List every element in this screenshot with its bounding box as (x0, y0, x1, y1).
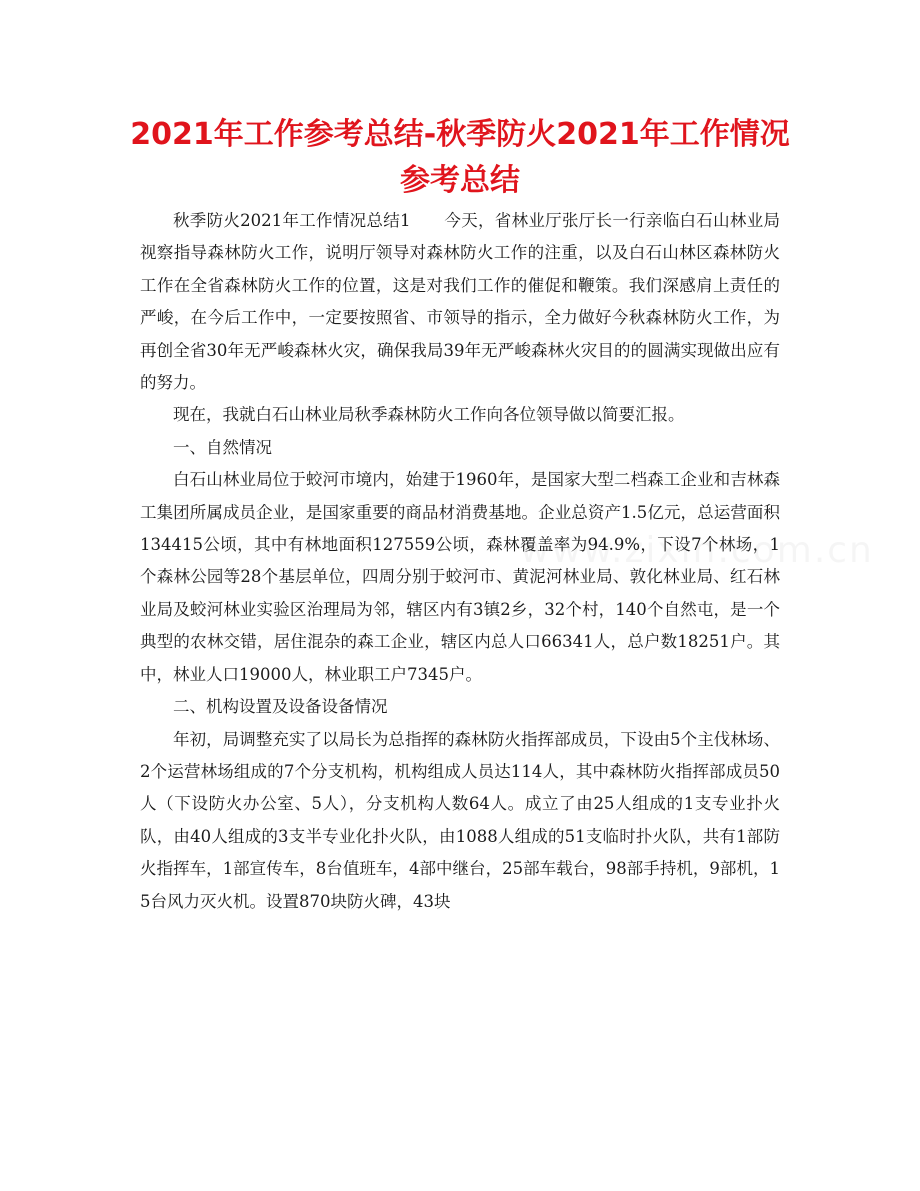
section-heading-natural-conditions: 一、自然情况 (173, 437, 272, 457)
section-heading-organization: 二、机构设置及设备设备情况 (173, 697, 388, 717)
paragraph-intro: 秋季防火2021年工作情况总结1 今天，省林业厅张厅长一行亲临白石山林业局视察指导森林防火工作，说明厅领导对森林防火工作的注重，以及白石山林区森林防火工作在全省森林防火工作的位置，这是对我们工作的催促和鞭策。我们深感肩上责任的严峻，在今后工作中，一定要按照省、市领导的指示，全力做好今秋森林防火工作，为再创全省30年无严峻森林火灾，确保我局39年无严峻森林火灾目的的圆满实现做出应有的努力。 (140, 211, 780, 393)
document-body (140, 205, 780, 918)
paragraph-natural-conditions: 白石山林业局位于蛟河市境内，始建于1960年，是国家大型二档森工企业和吉林森工集团所属成员企业，是国家重要的商品材消费基地。企业总资产1.5亿元，总运营面积134415公顷，其中有林地面积127559公顷，森林覆盖率为94.9%，下设7个林场，1个森林公园等28个基层单位，四周分别于蛟河市、黄泥河林业局、敦化林业局、红石林业局及蛟河林业实验区治理局为邻，辖区内有3镇2乡，32个村，140个自然屯，是一个典型的农林交错，居住混杂的森工企业，辖区内总人口66341人，总户数18251户。其中，林业人口19000人，林业职工户7345户。 (140, 470, 780, 684)
paragraph-report-lead: 现在，我就白石山林业局秋季森林防火工作向各位领导做以简要汇报。 (173, 405, 685, 425)
document-title: 2021年工作参考总结-秋季防火2021年工作情况参考总结 (130, 117, 790, 198)
paragraph-organization: 年初，局调整充实了以局长为总指挥的森林防火指挥部成员，下设由5个主伐林场、2个运营林场组成的7个分支机构，机构组成人员达114人，其中森林防火指挥部成员50人（下设防火办公室、5人），分支机构人数64人。成立了由25人组成的1支专业扑火队，由40人组成的3支半专业化扑火队，由1088人组成的51支临时扑火队，共有1部防火指挥车，1部宣传车，8台值班车，4部中继台，25部车载台，98部手持机，9部机，15台风力灭火机。设置870块防火碑，43块 (140, 729, 780, 911)
